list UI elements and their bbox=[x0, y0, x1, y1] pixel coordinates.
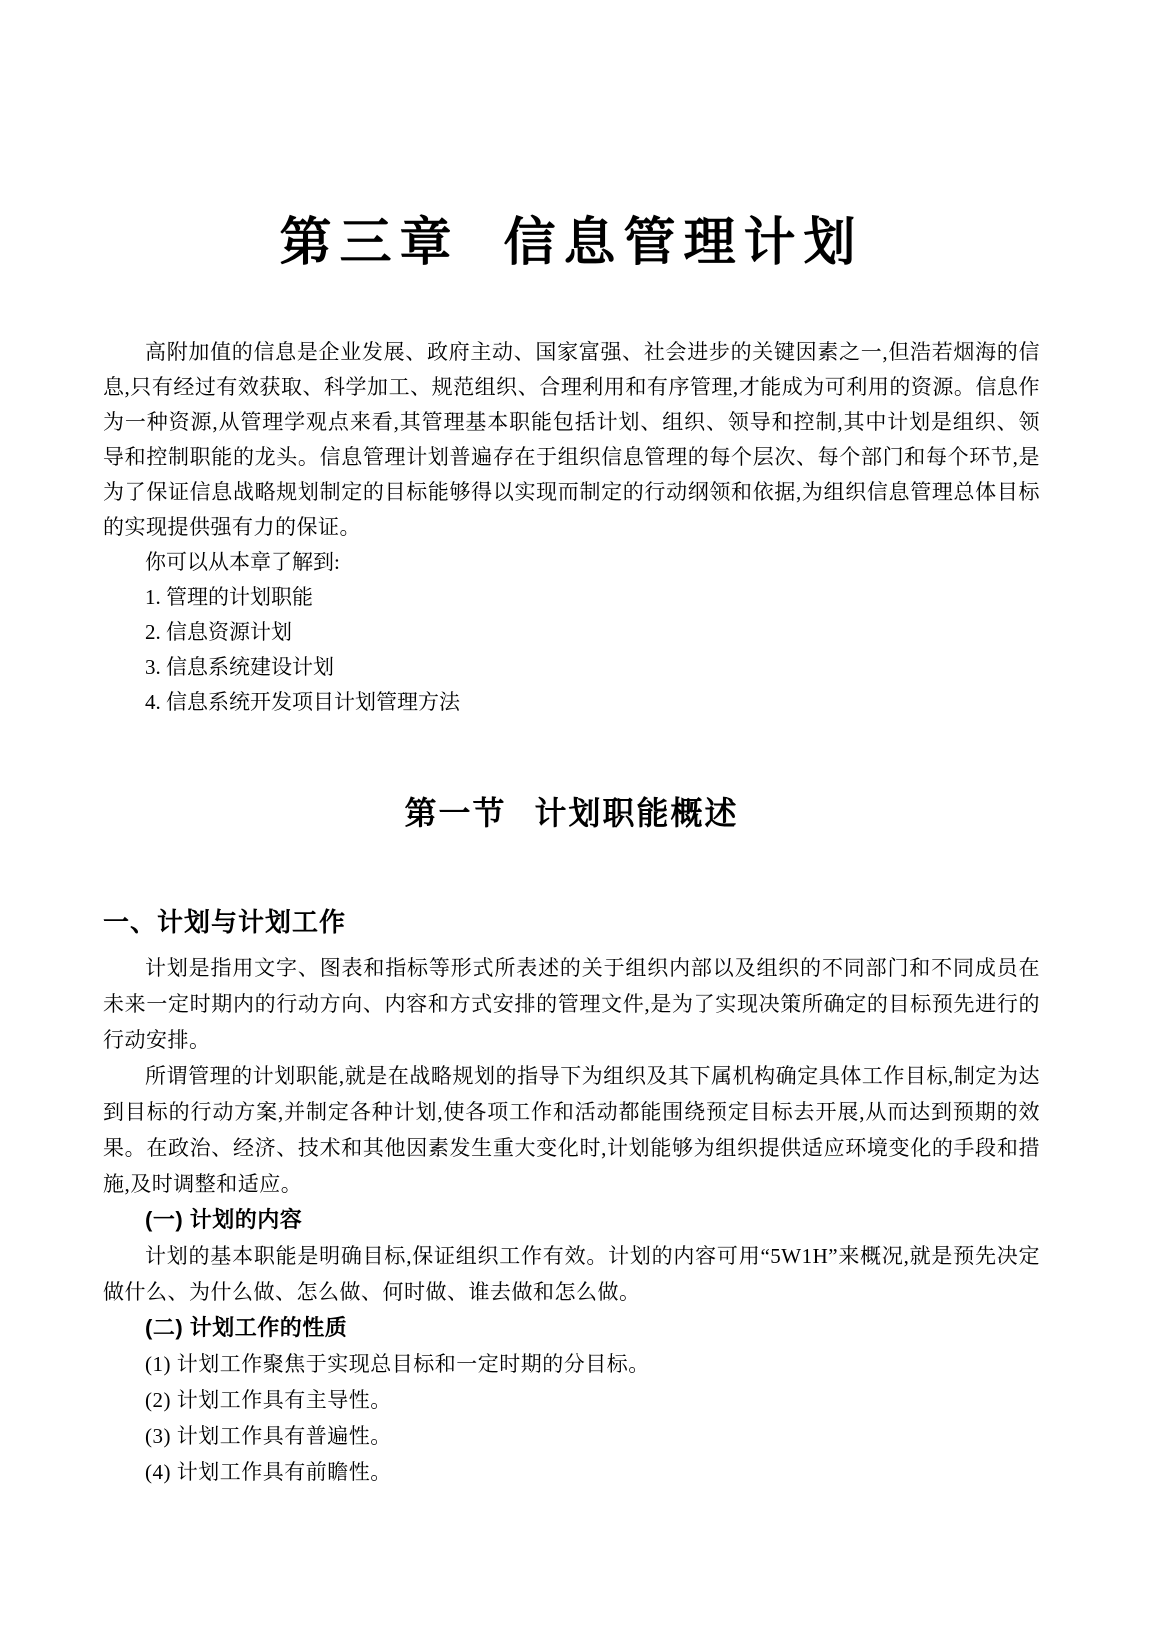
section-body bbox=[103, 950, 1040, 1490]
chapter-intro-paragraph: 高附加值的信息是企业发展、政府主动、国家富强、社会进步的关键因素之一,但浩若烟海的信息,只有经过有效获取、科学加工、规范组织、合理利用和有序管理,才能成为可利用的资源。信息作为一种资源,从管理学观点来看,其管理基本职能包括计划、组织、领导和控制,其中计划是组织、领导和控制职能的龙头。信息管理计划普遍存在于组织信息管理的每个层次、每个部门和每个环节,是为了保证信息战略规划制定的目标能够得以实现而制定的行动纲领和依据,为组织信息管理总体目标的实现提供强有力的保证。 bbox=[103, 340, 1040, 540]
paragraph-planning-function: 所谓管理的计划职能,就是在战略规划的指导下为组织及其下属机构确定具体工作目标,制定为达到目标的行动方案,并制定各种计划,使各项工作和活动都能围绕预定目标去开展,从而达到预期的效果。在政治、经济、技术和其他因素发生重大变化时,计划能够为组织提供适应环境变化的手段和措施,及时调整和适应。 bbox=[103, 1064, 1040, 1197]
chapter-name: 信息管理计划 bbox=[503, 215, 864, 272]
heading-plan-content: (一) 计划的内容 bbox=[145, 1207, 303, 1233]
learn-lead: 你可以从本章了解到: bbox=[145, 550, 340, 575]
learn-item: 4. 信息系统开发项目计划管理方法 bbox=[145, 690, 460, 715]
nature-item: (3) 计划工作具有普遍性。 bbox=[145, 1424, 392, 1449]
chapter-title bbox=[103, 0, 1040, 285]
learn-list bbox=[103, 580, 1040, 720]
section-name: 计划职能概述 bbox=[534, 795, 739, 832]
nature-item: (1) 计划工作聚焦于实现总目标和一定时期的分目标。 bbox=[145, 1352, 650, 1377]
learn-item: 1. 管理的计划职能 bbox=[145, 585, 313, 610]
section-title bbox=[103, 790, 1040, 836]
nature-list bbox=[103, 1346, 1040, 1490]
learn-item: 3. 信息系统建设计划 bbox=[145, 655, 334, 680]
section-number: 第一节 bbox=[404, 795, 507, 832]
chapter-intro bbox=[103, 335, 1040, 720]
learn-item: 2. 信息资源计划 bbox=[145, 620, 292, 645]
nature-item: (4) 计划工作具有前瞻性。 bbox=[145, 1460, 392, 1485]
heading-plan-nature: (二) 计划工作的性质 bbox=[145, 1315, 348, 1341]
subsection-heading: 一、计划与计划工作 bbox=[103, 907, 347, 938]
nature-item: (2) 计划工作具有主导性。 bbox=[145, 1388, 392, 1413]
paragraph-plan-definition: 计划是指用文字、图表和指标等形式所表述的关于组织内部以及组织的不同部门和不同成员在未来一定时期内的行动方向、内容和方式安排的管理文件,是为了实现决策所确定的目标预先进行的行动安排。 bbox=[103, 956, 1040, 1053]
paragraph-plan-content: 计划的基本职能是明确目标,保证组织工作有效。计划的内容可用“5W1H”来概况,就是预先决定做什么、为什么做、怎么做、何时做、谁去做和怎么做。 bbox=[103, 1244, 1040, 1305]
chapter-number: 第三章 bbox=[279, 215, 460, 272]
